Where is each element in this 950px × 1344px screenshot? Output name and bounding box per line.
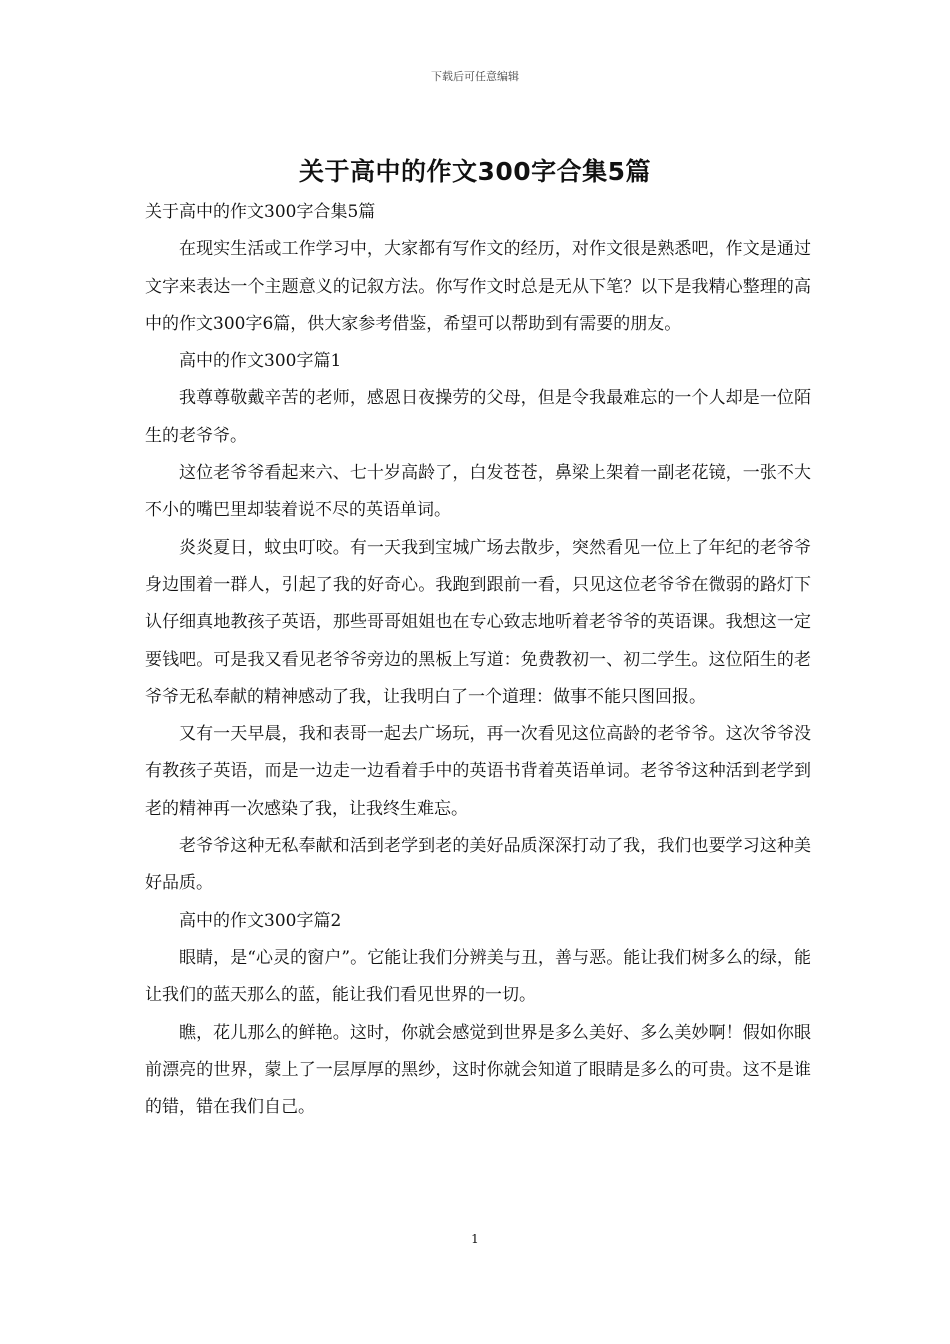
- body-paragraph: 又有一天早晨，我和表哥一起去广场玩，再一次看见这位高龄的老爷爷。这次爷爷没有教孩子英语，而是一边走一边看着手中的英语书背着英语单词。老爷爷这种活到老学到老的精神再一次感染了我，让我终生难忘。: [145, 724, 811, 819]
- section-heading-2: 高中的作文300字篇2: [179, 910, 342, 931]
- document-body: [145, 194, 811, 1126]
- body-paragraph: 瞧，花儿那么的鲜艳。这时，你就会感觉到世界是多么美好、多么美妙啊！假如你眼前漂亮的世界，蒙上了一层厚厚的黑纱，这时你就会知道了眼睛是多么的可贵。这不是谁的错，错在我们自己。: [145, 1022, 811, 1118]
- body-paragraph: 老爷爷这种无私奉献和活到老学到老的美好品质深深打动了我，我们也要学习这种美好品质。: [145, 836, 811, 894]
- subtitle-line: 关于高中的作文300字合集5篇: [145, 202, 376, 222]
- body-paragraph: 我尊尊敬戴辛苦的老师，感恩日夜操劳的父母，但是令我最难忘的一个人却是一位陌生的老爷爷。: [145, 388, 811, 446]
- section-heading-1: 高中的作文300字篇1: [179, 351, 342, 372]
- header-note: 下载后可任意编辑: [431, 70, 519, 83]
- document-title: 关于高中的作文300字合集5篇: [298, 157, 652, 186]
- intro-paragraph: 在现实生活或工作学习中，大家都有写作文的经历，对作文很是熟悉吧，作文是通过文字来表达一个主题意义的记叙方法。你写作文时总是无从下笔？以下是我精心整理的高中的作文300字6篇，供大家参考借鉴，希望可以帮助到有需要的朋友。: [145, 239, 811, 334]
- body-paragraph: 眼睛，是“心灵的窗户”。它能让我们分辨美与丑，善与恶。能让我们树多么的绿，能让我们的蓝天那么的蓝，能让我们看见世界的一切。: [145, 947, 811, 1006]
- body-paragraph: 炎炎夏日，蚊虫叮咬。有一天我到宝城广场去散步，突然看见一位上了年纪的老爷爷身边围着一群人，引起了我的好奇心。我跑到跟前一看，只见这位老爷爷在微弱的路灯下认仔细真地教孩子英语，那些哥哥姐姐也在专心致志地听着老爷爷的英语课。我想这一定要钱吧。可是我又看见老爷爷旁边的黑板上写道：免费教初一、初二学生。这位陌生的老爷爷无私奉献的精神感动了我，让我明白了一个道理：做事不能只图回报。: [145, 537, 811, 707]
- page-number: 1: [471, 1232, 479, 1246]
- body-paragraph: 这位老爷爷看起来六、七十岁高龄了，白发苍苍，鼻梁上架着一副老花镜，一张不大不小的嘴巴里却装着说不尽的英语单词。: [145, 463, 811, 521]
